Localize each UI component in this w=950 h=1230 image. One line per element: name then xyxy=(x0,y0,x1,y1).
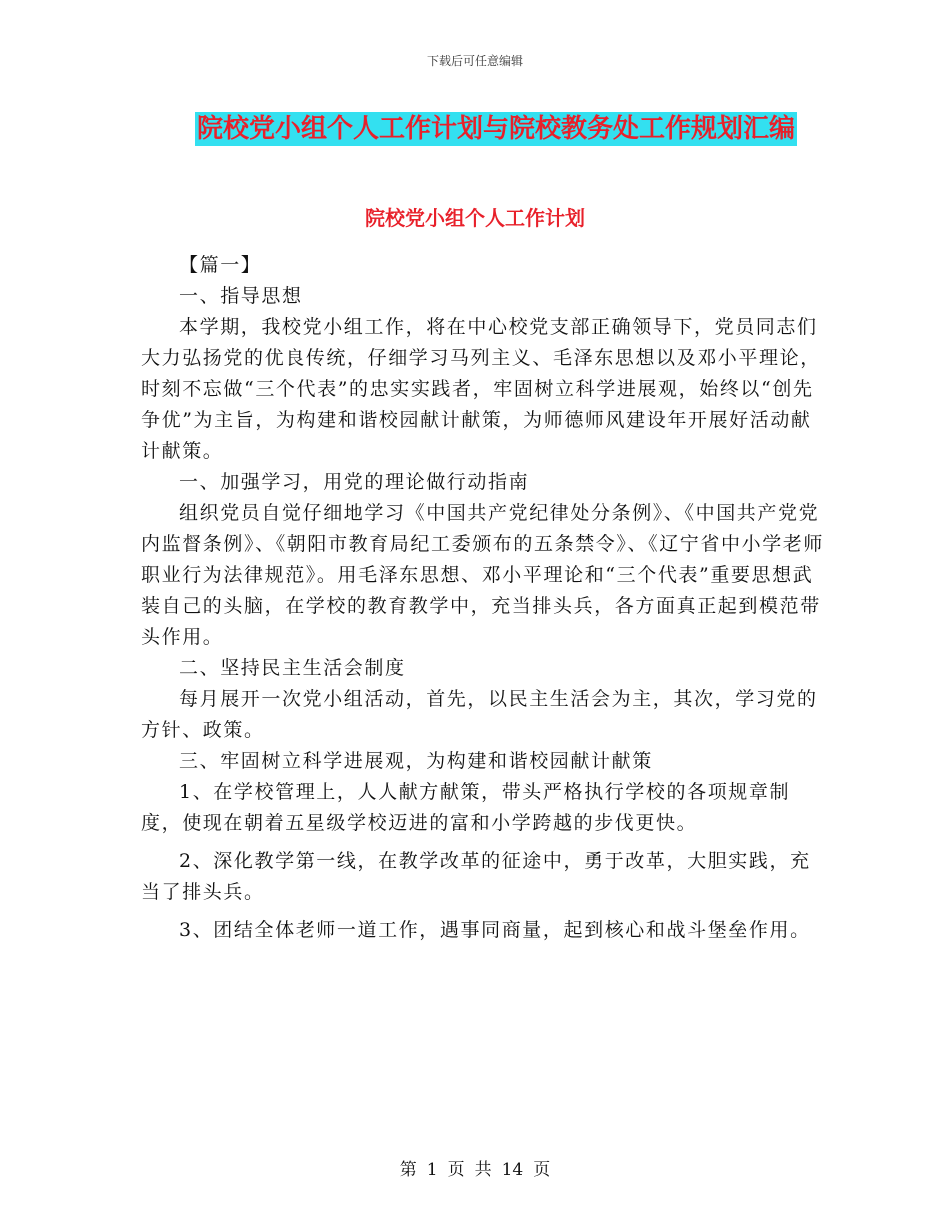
heading-strengthen-study: 一、加强学习，用党的理论做行动指南 xyxy=(179,471,530,493)
current-page-number: 1 xyxy=(426,1160,438,1180)
section-title: 院校党小组个人工作计划 xyxy=(365,206,585,230)
page-label-prefix: 第 xyxy=(399,1160,417,1180)
document-main-title: 院校党小组个人工作计划与院校教务处工作规划汇编 xyxy=(197,114,796,144)
list-item: 3、团结全体老师一道工作，遇事同商量，起到核心和战斗堡垒作用。 xyxy=(179,919,811,941)
list-item: 2、深化教学第一线，在教学改革的征途中，勇于改革，大胆实践，充当了排头兵。 xyxy=(141,850,811,903)
document-body xyxy=(141,250,831,946)
paragraph: 每月展开一次党小组活动，首先，以民主生活会为主，其次，学习党的方针、政策。 xyxy=(141,688,818,741)
list-item: 1、在学校管理上，人人献方献策，带头严格执行学校的各项规章制度，使现在朝着五星级学校迈进的富和小学跨越的步伐更快。 xyxy=(141,781,791,834)
total-label: 共 xyxy=(474,1160,492,1180)
heading-democratic-life: 二、坚持民主生活会制度 xyxy=(179,657,406,679)
total-pages-number: 14 xyxy=(501,1160,524,1180)
paragraph: 组织党员自觉仔细地学习《中国共产党纪律处分条例》、《中国共产党党内监督条例》、《朝阳市教育局纪工委颁布的五条禁令》、《辽宁省中小学老师职业行为法律规范》。用毛泽东思想、邓小平理论和“三个代表”重要思想武装自己的头脑，在学校的教育教学中，充当排头兵，各方面真正起到模范带头作用。 xyxy=(141,502,825,648)
page-label-mid: 页 xyxy=(447,1160,465,1180)
page-footer xyxy=(0,1155,950,1180)
heading-guiding-thought: 一、指导思想 xyxy=(179,285,303,307)
section-label: 【篇一】 xyxy=(179,254,262,276)
heading-scientific-development: 三、牢固树立科学进展观，为构建和谐校园献计献策 xyxy=(179,750,653,772)
header-note: 下载后可任意编辑 xyxy=(426,54,523,68)
page-label-suffix: 页 xyxy=(533,1160,551,1180)
paragraph: 本学期，我校党小组工作，将在中心校党支部正确领导下，党员同志们大力弘扬党的优良传统，仔细学习马列主义、毛泽东思想以及邓小平理论，时刻不忘做“三个代表”的忠实实践者，牢固树立科学进展观，始终以“创先争优”为主旨，为构建和谐校园献计献策，为师德师风建设年开展好活动献计献策。 xyxy=(141,316,821,462)
